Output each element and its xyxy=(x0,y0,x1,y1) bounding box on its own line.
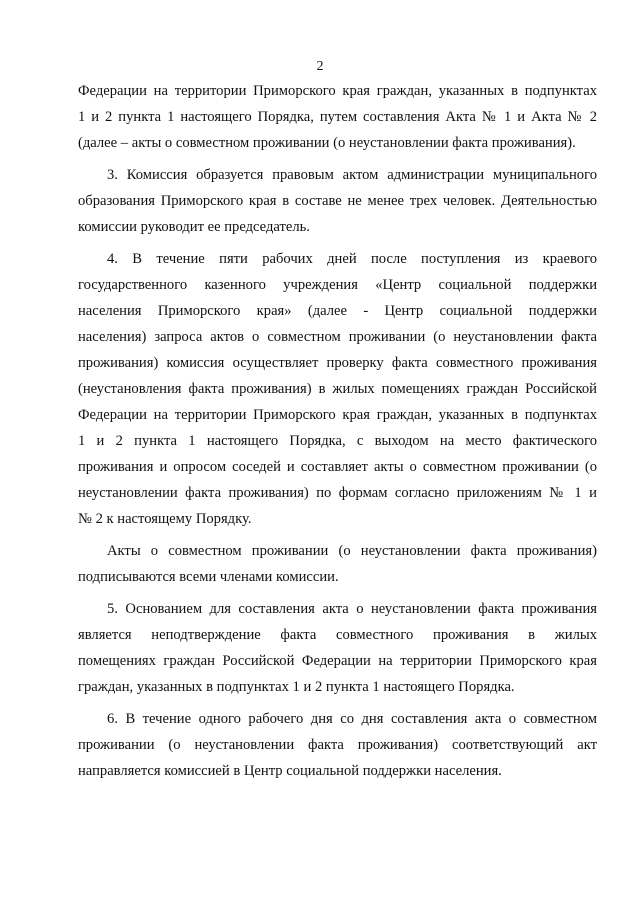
paragraph-continuation xyxy=(78,78,597,156)
text-line: 3. Комиссия образуется правовым актом администрации муниципального xyxy=(107,167,597,183)
text-line: граждан, указанных в подпунктах 1 и 2 пункта 1 настоящего Порядка. xyxy=(78,679,515,695)
paragraph-item-4 xyxy=(78,246,597,532)
text-line: 4. В течение пяти рабочих дней после поступления из краевого xyxy=(107,251,597,267)
text-line: неустановлении факта проживания) по формам согласно приложениям № 1 и xyxy=(78,485,597,501)
text-line: Федерации на территории Приморского края граждан, указанных в подпунктах xyxy=(78,83,597,99)
document-body xyxy=(78,78,597,784)
text-line: Федерации на территории Приморского края граждан, указанных в подпунктах xyxy=(78,407,597,423)
text-line: 5. Основанием для составления акта о неустановлении факта проживания xyxy=(107,601,597,617)
text-line: помещениях граждан Российской Федерации на территории Приморского края xyxy=(78,653,597,669)
text-line: комиссии руководит ее председатель. xyxy=(78,219,310,235)
text-line: проживания) комиссия осуществляет проверку факта совместного проживания xyxy=(78,355,597,371)
text-line: проживании (о неустановлении факта проживания) соответствующий акт xyxy=(78,737,597,753)
text-line: населения) запроса актов о совместном проживании (о неустановлении факта xyxy=(78,329,597,345)
paragraph-item-5 xyxy=(78,596,597,700)
paragraph-item-3 xyxy=(78,162,597,240)
text-line: образования Приморского края в составе не менее трех человек. Деятельностью xyxy=(78,193,597,209)
text-line: проживания и опросом соседей и составляет акты о совместном проживании (о xyxy=(78,459,597,475)
text-line: № 2 к настоящему Порядку. xyxy=(78,511,252,527)
text-line: 6. В течение одного рабочего дня со дня составления акта о совместном xyxy=(107,711,597,727)
text-line: (далее – акты о совместном проживании (о неустановлении факта проживания). xyxy=(78,135,576,151)
text-line: (неустановления факта проживания) в жилых помещениях граждан Российской xyxy=(78,381,597,397)
page-number: 2 xyxy=(316,59,324,74)
text-line: является неподтверждение факта совместного проживания в жилых xyxy=(78,627,597,643)
text-line: 1 и 2 пункта 1 настоящего Порядка, путем составления Акта № 1 и Акта № 2 xyxy=(78,109,597,125)
text-line: государственного казенного учреждения «Центр социальной поддержки xyxy=(78,277,597,293)
text-line: населения Приморского края» (далее - Центр социальной поддержки xyxy=(78,303,597,319)
text-line: Акты о совместном проживании (о неустановлении факта проживания) xyxy=(107,543,597,559)
paragraph-item-6 xyxy=(78,706,597,784)
text-line: направляется комиссией в Центр социальной поддержки населения. xyxy=(78,763,502,779)
paragraph-acts-signing xyxy=(78,538,597,590)
text-line: 1 и 2 пункта 1 настоящего Порядка, с выходом на место фактического xyxy=(78,433,597,449)
text-line: подписываются всеми членами комиссии. xyxy=(78,569,339,585)
